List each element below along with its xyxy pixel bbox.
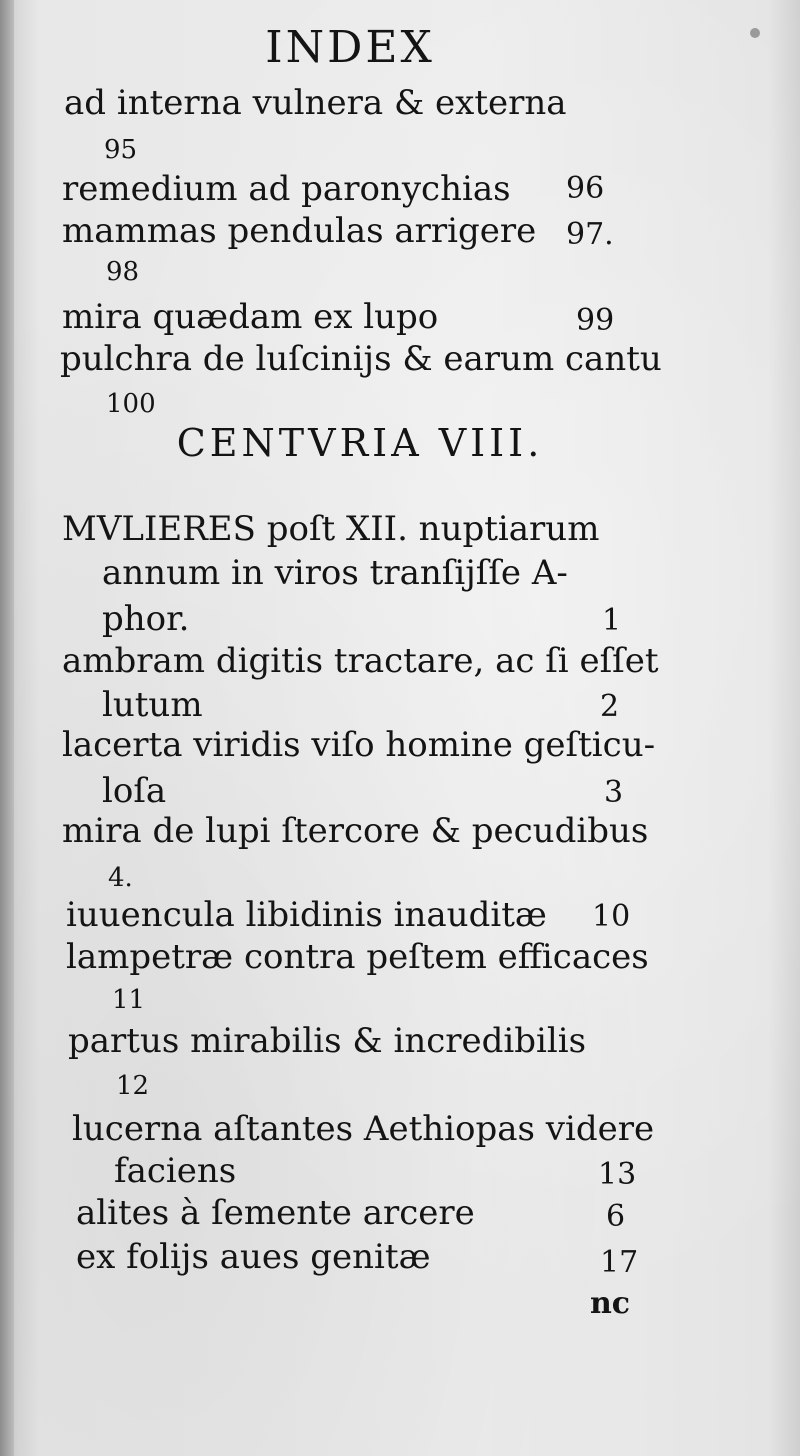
index-entry-text: iuuencula libidinis inauditæ — [66, 895, 547, 935]
index-entry-text: mira quædam ex lupo — [62, 297, 439, 337]
index-entry-text: mira de lupi ſtercore & pecudibus — [62, 811, 649, 851]
index-entry-page: 95 — [104, 135, 138, 165]
index-entry-page: 6 — [606, 1199, 626, 1234]
index-entry-continuation: lutum — [102, 685, 203, 725]
index-entry-continuation: annum in viros tranſijſſe A- — [102, 553, 568, 593]
index-entry-page: 98 — [106, 257, 140, 287]
index-entry-continuation: faciens — [114, 1151, 237, 1191]
index-entry-page: 3 — [604, 775, 624, 810]
section-heading: CENTVRIA VIII. — [176, 421, 544, 465]
index-entry-page: 4. — [108, 863, 133, 893]
index-entry-page: 97. — [566, 217, 614, 252]
index-entry-text: pulchra de luſcinijs & earum cantu — [60, 339, 662, 379]
index-entry-page: 13 — [598, 1157, 637, 1192]
index-entry-page: 12 — [116, 1071, 150, 1101]
index-entry-page: 1 — [602, 603, 622, 638]
index-entry-text: ad interna vulnera & externa — [64, 83, 567, 123]
index-entry-continuation: phor. — [102, 599, 190, 639]
index-entry-text: MVLIERES poſt XII. nuptiarum — [62, 509, 600, 549]
index-entry-page: 2 — [600, 689, 620, 724]
index-entry-text: lacerta viridis viſo homine geſticu- — [62, 725, 656, 765]
index-entry-text: ambram digitis tractare, ac ſi eſſet — [62, 641, 659, 681]
index-entry-text: lucerna aſtantes Aethiopas videre — [72, 1109, 655, 1149]
index-entry-continuation: loſa — [102, 771, 167, 811]
index-entry-page: 96 — [566, 171, 605, 206]
paper-spot — [750, 28, 760, 38]
index-entry-text: alites à ſemente arcere — [76, 1193, 475, 1233]
index-entry-text: partus mirabilis & incredibilis — [68, 1021, 587, 1061]
index-entry-page: 10 — [592, 899, 631, 934]
index-entry-text: remedium ad paronychias — [62, 169, 511, 209]
catchword: nc — [590, 1286, 631, 1321]
index-entry-page: 11 — [112, 985, 146, 1015]
page-gutter-shadow — [0, 0, 14, 1456]
index-entry-text: mammas pendulas arrigere — [62, 211, 537, 251]
index-entry-page: 99 — [576, 303, 615, 338]
index-entry-text: ex folijs aues genitæ — [76, 1237, 431, 1277]
page-title: INDEX — [265, 22, 435, 73]
index-entry-text: lampetræ contra peſtem efficaces — [66, 937, 649, 977]
index-entry-page: 17 — [600, 1245, 639, 1280]
index-entry-page: 100 — [106, 389, 156, 419]
